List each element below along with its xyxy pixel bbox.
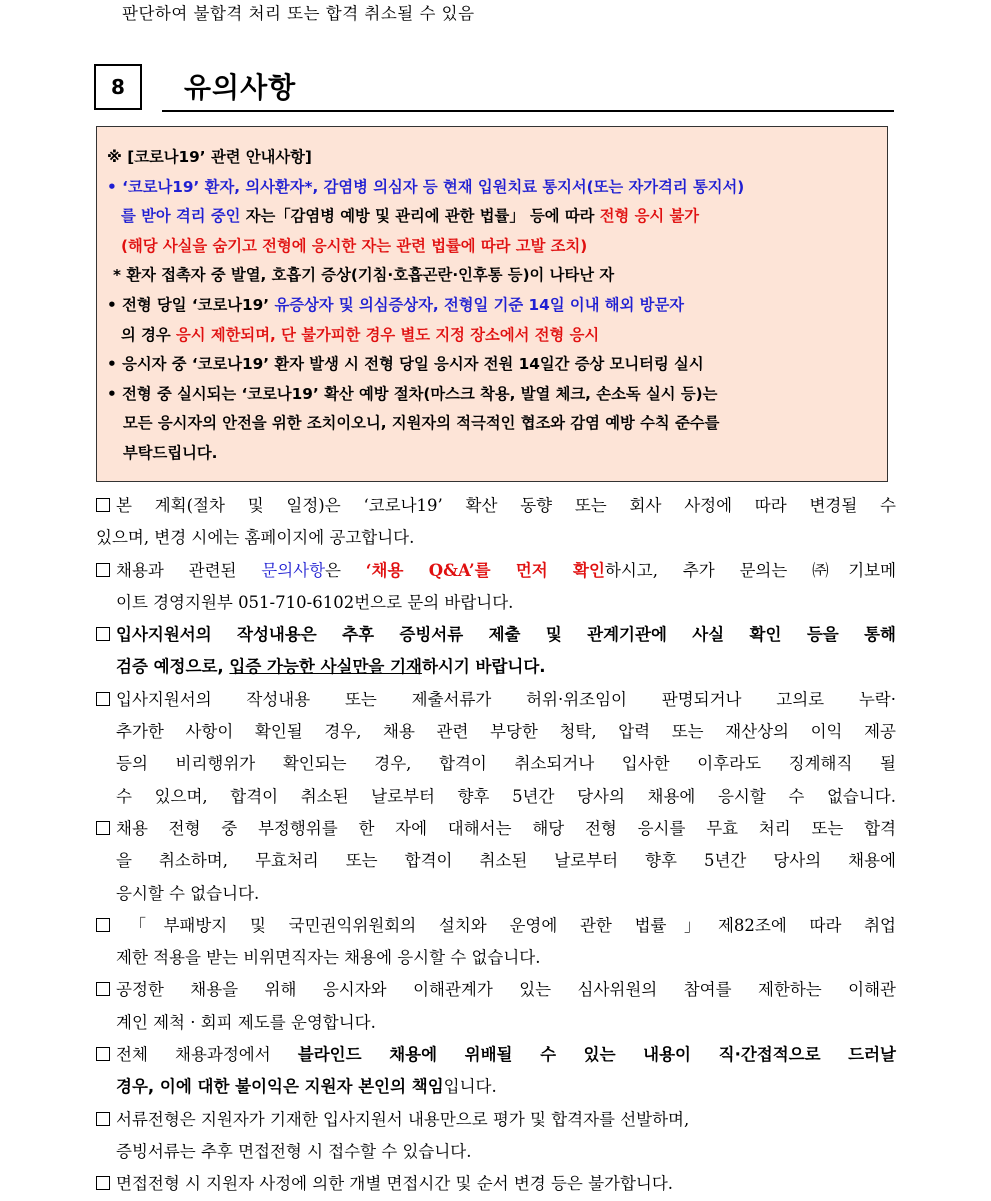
item-text: 채용과 관련된 (116, 560, 262, 580)
checkbox-square-icon (96, 627, 110, 641)
list-item-cont: 응시할 수 없습니다. (116, 883, 260, 903)
section-number: 8 (94, 64, 142, 110)
item-text: 블라인드 채용에 위배될 수 있는 내용이 직·간접적으로 드러날 (297, 1045, 896, 1065)
list-item-cont: 추가한 사항이 확인될 경우, 채용 관련 부당한 청탁, 압력 또는 재산상의 이익 제공 (116, 722, 896, 742)
notice-text: 의 경우 (121, 325, 176, 344)
notice-text: 유증상자 및 의심증상자, 전형일 기준 14일 이내 해외 방문자 (274, 295, 685, 314)
notice-text: 자는「감염병 예방 및 관리에 관한 법률」 등에 따라 (245, 207, 600, 226)
notice-line: • 응시자 중 ‘코로나19’ 환자 발생 시 전형 당일 응시자 전원 14일간 증상 모니터링 실시 (107, 355, 704, 374)
section-title: 유의사항 (184, 71, 297, 104)
list-item-cont (96, 651, 896, 683)
notice-line: • 전형 중 실시되는 ‘코로나19’ 확산 예방 절차(마스크 착용, 발열 체크, 손소독 실시 등)는 (107, 384, 718, 403)
checkbox-square-icon (96, 563, 110, 577)
notice-line: • ‘코로나19’ 환자, 의사환자*, 감염병 의심자 등 현재 입원치료 통지서(또는 자가격리 통지서) (107, 177, 745, 196)
item-text: 입증 가능한 사실만을 기재 (229, 657, 422, 677)
notice-text: 전형 응시 불가 (599, 207, 700, 226)
checkbox-square-icon (96, 821, 110, 835)
item-text: 입사지원서의 작성내용 또는 제출서류가 허위·위조임이 판명되거나 고의로 누락· (116, 689, 896, 709)
checkbox-square-icon (96, 692, 110, 706)
list-item-cont: 을 취소하며, 무효처리 또는 합격이 취소된 날로부터 향후 5년간 당사의 채용에 (116, 851, 896, 871)
list-item-cont: 이트 경영지원부 051-710-6102번으로 문의 바랍니다. (116, 592, 514, 612)
list-item (96, 684, 896, 716)
item-text: 입니다. (443, 1077, 497, 1097)
notice-line: 부탁드립니다. (123, 443, 218, 462)
item-text: 전체 채용과정에서 (116, 1045, 298, 1065)
item-text: 「부패방지 및 국민권익위원회의 설치와 운영에 관한 법률」제82조에 따라 취업 (112, 915, 896, 935)
notice-text: 를 받아 격리 중인 (121, 207, 246, 226)
continued-text-line: 판단하여 불합격 처리 또는 합격 취소될 수 있음 (122, 4, 475, 23)
list-item-cont: 증빙서류는 추후 면접전형 시 접수할 수 있습니다. (116, 1141, 472, 1161)
list-item-cont: 계인 제척 · 회피 제도를 운영합니다. (116, 1012, 376, 1032)
item-text: 은 (325, 560, 366, 580)
list-item (96, 1104, 896, 1136)
list-item (96, 974, 896, 1006)
list-item (96, 813, 896, 845)
item-text: 하시기 바랍니다. (421, 657, 546, 677)
notice-line: (해당 사실을 숨기고 전형에 응시한 자는 관련 법률에 따라 고발 조치) (121, 236, 588, 255)
list-item-cont: 있으며, 변경 시에는 홈페이지에 공고합니다. (96, 528, 415, 548)
checkbox-square-icon (96, 1047, 110, 1061)
list-item (96, 619, 896, 651)
list-item-cont: 등의 비리행위가 확인되는 경우, 합격이 취소되거나 입사한 이후라도 징계해직 될 (116, 754, 896, 774)
checkbox-square-icon (96, 1176, 110, 1190)
item-text: 검증 예정으로, (116, 657, 230, 677)
checkbox-square-icon (96, 498, 110, 512)
list-item (96, 910, 896, 942)
item-text: ‘채용 Q&A’를 먼저 확인 (365, 560, 605, 580)
list-item-cont (96, 1071, 896, 1103)
notice-footnote: * 환자 접촉자 중 발열, 호흡기 증상(기침·호흡곤란·인후통 등)이 나타난 자 (113, 266, 615, 285)
item-text: 공정한 채용을 위해 응시자와 이해관계가 있는 심사위원의 참여를 제한하는 이해관 (116, 980, 896, 1000)
list-item (96, 1168, 896, 1200)
item-text: 채용 전형 중 부정행위를 한 자에 대해서는 해당 전형 응시를 무효 처리 또는 합격 (116, 818, 896, 838)
item-text: 하시고, 추가 문의는 ㈜기보메 (604, 560, 897, 580)
item-text: 본 계획(절차 및 일정)은 ‘코로나19’ 확산 동향 또는 회사 사정에 따라 변경될 수 (116, 496, 896, 515)
list-item (96, 555, 896, 587)
notice-text: 응시 제한되며, 단 불가피한 경우 별도 지정 장소에서 전형 응시 (175, 325, 600, 344)
checkbox-square-icon (96, 1112, 110, 1126)
notice-heading: ※ [코로나19’ 관련 안내사항] (107, 148, 312, 166)
notice-line (107, 321, 877, 351)
covid-notice-box (96, 126, 888, 482)
notice-line (107, 291, 877, 321)
item-text: 문의사항 (261, 560, 326, 580)
list-item (96, 490, 896, 522)
list-item-cont: 수 있으며, 합격이 취소된 날로부터 향후 5년간 당사의 채용에 응시할 수 없습니다. (116, 786, 896, 806)
section-underline (162, 110, 894, 112)
item-text: 면접전형 시 지원자 사정에 의한 개별 면접시간 및 순서 변경 등은 불가합니다. (116, 1174, 674, 1194)
section-header (94, 64, 894, 114)
item-text: 경우, 이에 대한 불이익은 지원자 본인의 책임 (116, 1077, 444, 1097)
item-text: 입사지원서의 작성내용은 추후 증빙서류 제출 및 관계기관에 사실 확인 등을 통해 (116, 625, 896, 645)
item-text: 서류전형은 지원자가 기재한 입사지원서 내용만으로 평가 및 합격자를 선발하며, (116, 1109, 690, 1129)
notes-list (96, 490, 896, 1201)
notice-text: • 전형 당일 ‘코로나19’ (107, 295, 275, 314)
notice-line (107, 202, 877, 232)
list-item-cont: 제한 적용을 받는 비위면직자는 채용에 응시할 수 없습니다. (116, 948, 541, 968)
notice-line: 모든 응시자의 안전을 위한 조치이오니, 지원자의 적극적인 협조와 감염 예방 수칙 준수를 (123, 414, 720, 433)
checkbox-square-icon (96, 918, 110, 932)
checkbox-square-icon (96, 982, 110, 996)
list-item (96, 1039, 896, 1071)
